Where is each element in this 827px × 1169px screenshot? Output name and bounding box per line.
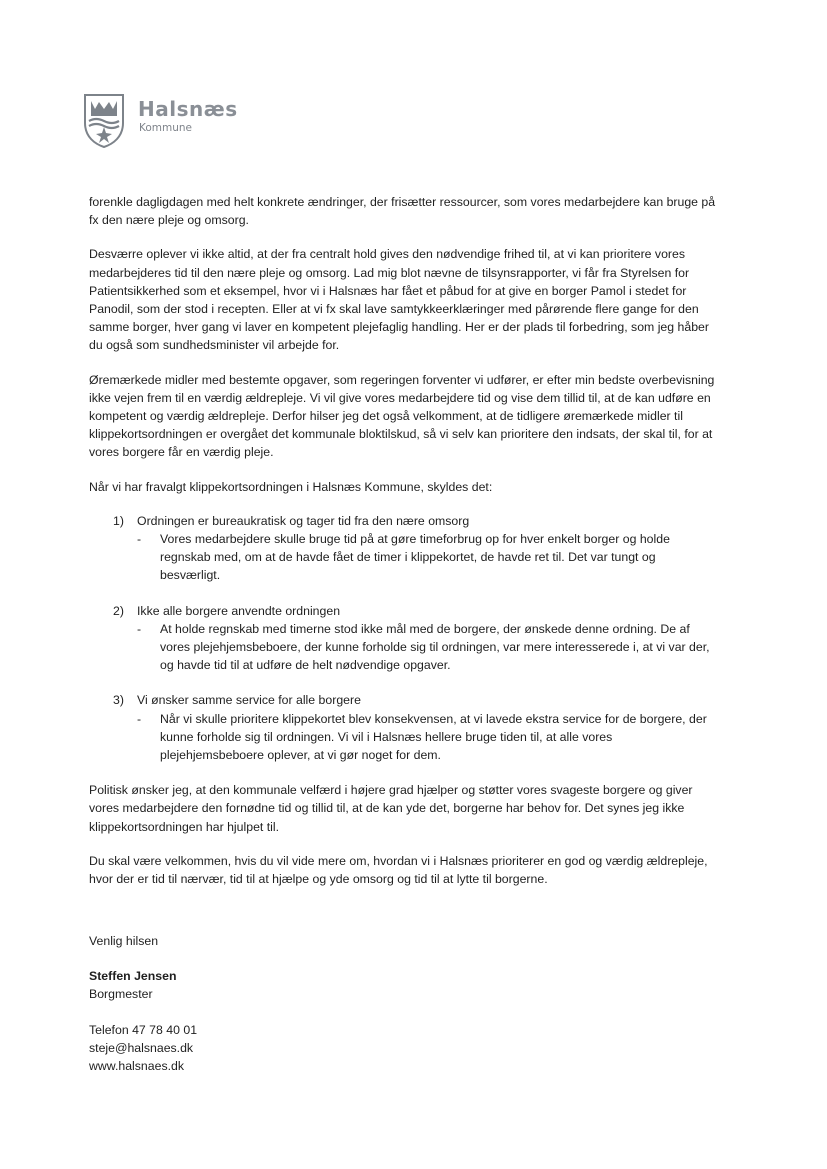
email-address[interactable]: steje@halsnaes.dk — [89, 1041, 194, 1056]
paragraph: Øremærkede midler med bestemte opgaver, som regeringen forventer vi udfører, er efter min bedste overbevisning ikke vejen frem til en værdig ældrepleje. Vi vil give vores medarbejdere tid og vise dem tillid til, at de kan udføre en kompetent og værdig ældrepleje. Derfor hilser jeg det også velkomment, at de tidligere øremærkede midler til klippekortsordningen er overgået det kommunale bloktilskud, så vi selv kan prioritere den indsats, der skal til, for at vores borgere får en værdig pleje. — [89, 372, 715, 460]
list-number: 2) — [113, 603, 124, 618]
list-item-title: Ikke alle borgere anvendte ordningen — [137, 603, 341, 618]
detail-text: Vores medarbejdere skulle bruge tid på at gøre timeforbrug op for hver enkelt borger og holde regnskab med, om at de havde fået de timer i klippekortet, de havde ret til. Det var tungt og besværligt. — [160, 532, 670, 583]
phone-number: Telefon 47 78 40 01 — [89, 1022, 198, 1037]
dash-bullet: - — [137, 621, 142, 636]
contact-info — [89, 1021, 719, 1076]
list-item-detail — [137, 530, 719, 585]
greeting: Venlig hilsen — [89, 934, 159, 949]
list-number: 3) — [113, 693, 124, 708]
reasons-list — [89, 512, 719, 764]
list-item — [89, 602, 719, 675]
list-item — [89, 691, 719, 764]
coat-of-arms-icon — [83, 93, 125, 149]
signature-block — [89, 932, 719, 1075]
paragraph: Desværre oplever vi ikke altid, at der fra centralt hold gives den nødvendige frihed til, at vi kan prioritere vores medarbejderes tid til den nære pleje og omsorg. Lad mig blot nævne de tilsynsrapporter, vi får fra Styrelsen for Patientsikkerhed som et eksempel, hvor vi i Halsnæs har fået et påbud for at give en borger Pamol i stedet for Panodil, som der stod i recepten. Eller at vi fx skal lave samtykkeerklæringer med pårørende flere gange for den samme borger, hver gang vi laver en kompetent plejefaglig handling. Her er der plads til forbedring, som jeg håber du også som sundhedsminister vil arbejde for. — [89, 247, 709, 353]
list-item-title: Ordningen er bureaukratisk og tager tid fra den nære omsorg — [137, 513, 470, 528]
list-item-detail — [137, 620, 719, 675]
list-item-detail — [137, 710, 719, 765]
detail-text: At holde regnskab med timerne stod ikke mål med de borgere, der ønskede denne ordning. De af vores plejehjemsbeboere, der kunne forholde sig til ordningen, var mere interesserede i, at vi var der, og havde tid til at udføre de helt nødvendige opgaver. — [160, 621, 710, 673]
paragraph: Når vi har fravalgt klippekortsordningen i Halsnæs Kommune, skyldes det: — [89, 479, 493, 494]
paragraph: Du skal være velkommen, hvis du vil vide mere om, hvordan vi i Halsnæs prioriterer en god og værdig ældrepleje, hvor der er tid til nærvær, tid til at hjælpe og yde omsorg og tid til at lytte til borgerne. — [89, 853, 708, 887]
dash-bullet: - — [137, 532, 142, 547]
list-number: 1) — [113, 513, 124, 528]
paragraph: forenkle dagligdagen med helt konkrete ændringer, der frisætter ressourcer, som vores medarbejdere kan bruge på fx den nære pleje og omsorg. — [89, 195, 716, 228]
logo-subtitle: Kommune — [139, 122, 193, 134]
municipality-logo — [83, 93, 243, 153]
dash-bullet: - — [137, 711, 142, 726]
detail-text: Når vi skulle prioritere klippekortet blev konsekvensen, at vi lavede ekstra service for de borgere, der kunne forholde sig til ordningen. Vi vil i Halsnæs hellere bruge tiden til, at alle vores plejehjemsbeboere oplever, at vi gør noget for dem. — [160, 711, 707, 763]
signer-title: Borgmester — [89, 986, 153, 1001]
paragraph: Politisk ønsker jeg, at den kommunale velfærd i højere grad hjælper og støtter vores svageste borgere og giver vores medarbejdere den fornødne tid og tillid til, at de kan yde det, borgerne har behov for. Det synes jeg ikke klippekortsordningen har hjulpet til. — [89, 783, 693, 834]
website-link[interactable]: www.halsnaes.dk — [89, 1059, 185, 1074]
list-item — [89, 512, 719, 585]
list-item-title: Vi ønsker samme service for alle borgere — [137, 693, 361, 708]
logo-name: Halsnæs — [138, 97, 238, 121]
letter-body — [89, 193, 719, 1076]
signer-name: Steffen Jensen — [89, 968, 177, 983]
